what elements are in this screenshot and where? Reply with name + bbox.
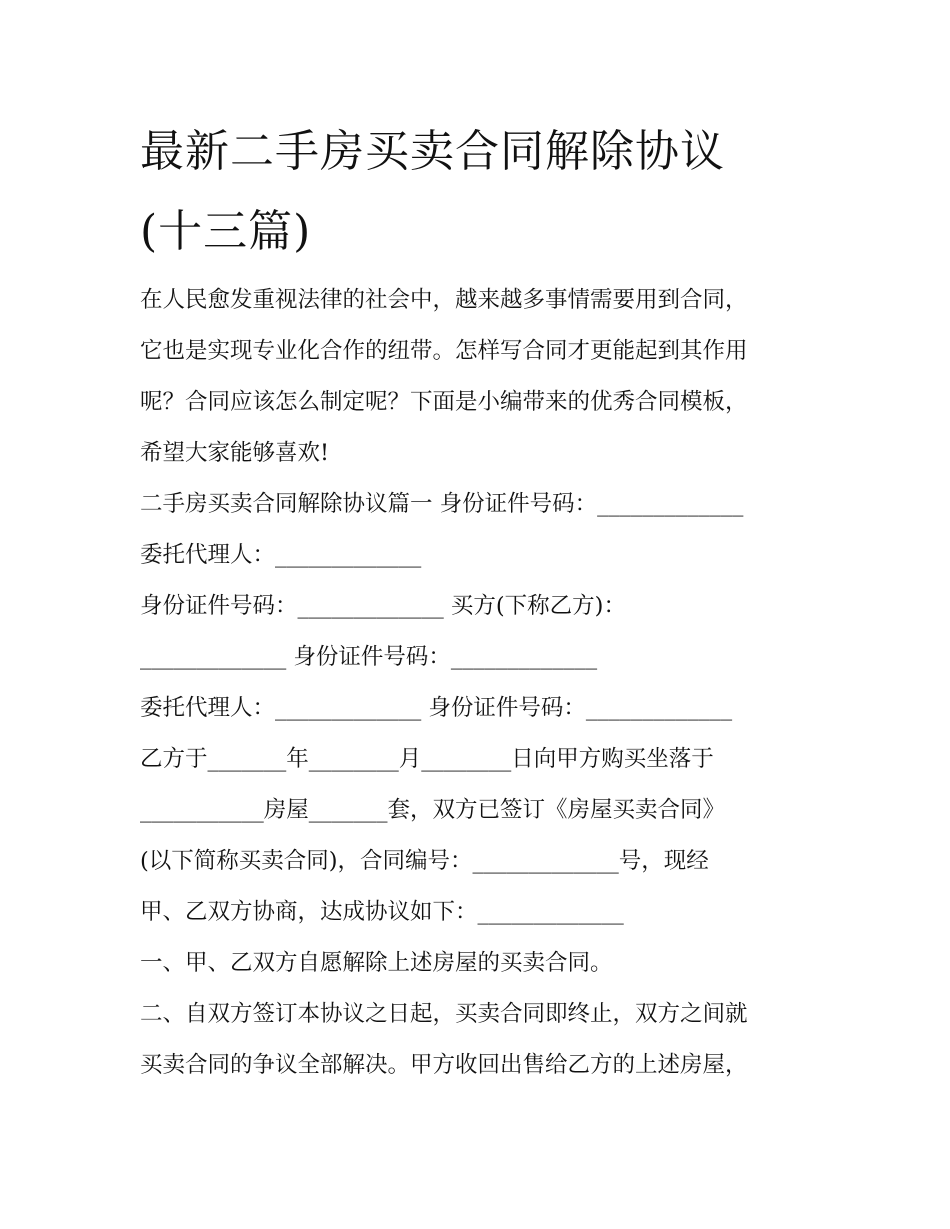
body-line: 二手房买卖合同解除协议篇一 身份证件号码：_____________ xyxy=(140,491,744,517)
body-line: 买卖合同的争议全部解决。甲方收回出售给乙方的上述房屋， xyxy=(140,1052,748,1078)
document-title xyxy=(140,112,860,272)
body-line: 它也是实现专业化合作的纽带。怎样写合同才更能起到其作用 xyxy=(140,338,748,364)
body-line: 呢？合同应该怎么制定呢？下面是小编带来的优秀合同模板， xyxy=(140,389,748,415)
body-line: 二、自双方签订本协议之日起，买卖合同即终止，双方之间就 xyxy=(140,1001,748,1027)
body-line: 乙方于_______年________月________日向甲方购买坐落于 xyxy=(140,746,714,772)
body-line: 在人民愈发重视法律的社会中，越来越多事情需要用到合同， xyxy=(140,287,748,313)
body-line: 希望大家能够喜欢! xyxy=(140,440,330,466)
body-line: _____________ 身份证件号码：_____________ xyxy=(140,644,598,670)
body-line: 甲、乙双方协商，达成协议如下：_____________ xyxy=(140,899,624,925)
body-line: 一、甲、乙双方自愿解除上述房屋的买卖合同。 xyxy=(140,950,613,976)
body-line: 身份证件号码：_____________ 买方(下称乙方)： xyxy=(140,593,626,619)
body-line: ___________房屋_______套，双方已签订《房屋买卖合同》 xyxy=(140,797,726,823)
body-line: 委托代理人：_____________ xyxy=(140,542,422,568)
title-line: 最新二手房买卖合同解除协议 xyxy=(140,126,725,177)
document-body xyxy=(140,275,840,1091)
title-line: (十三篇) xyxy=(140,206,312,257)
body-line: (以下简称买卖合同)，合同编号：_____________号，现经 xyxy=(140,848,709,874)
body-line: 委托代理人：_____________ 身份证件号码：_____________ xyxy=(140,695,733,721)
